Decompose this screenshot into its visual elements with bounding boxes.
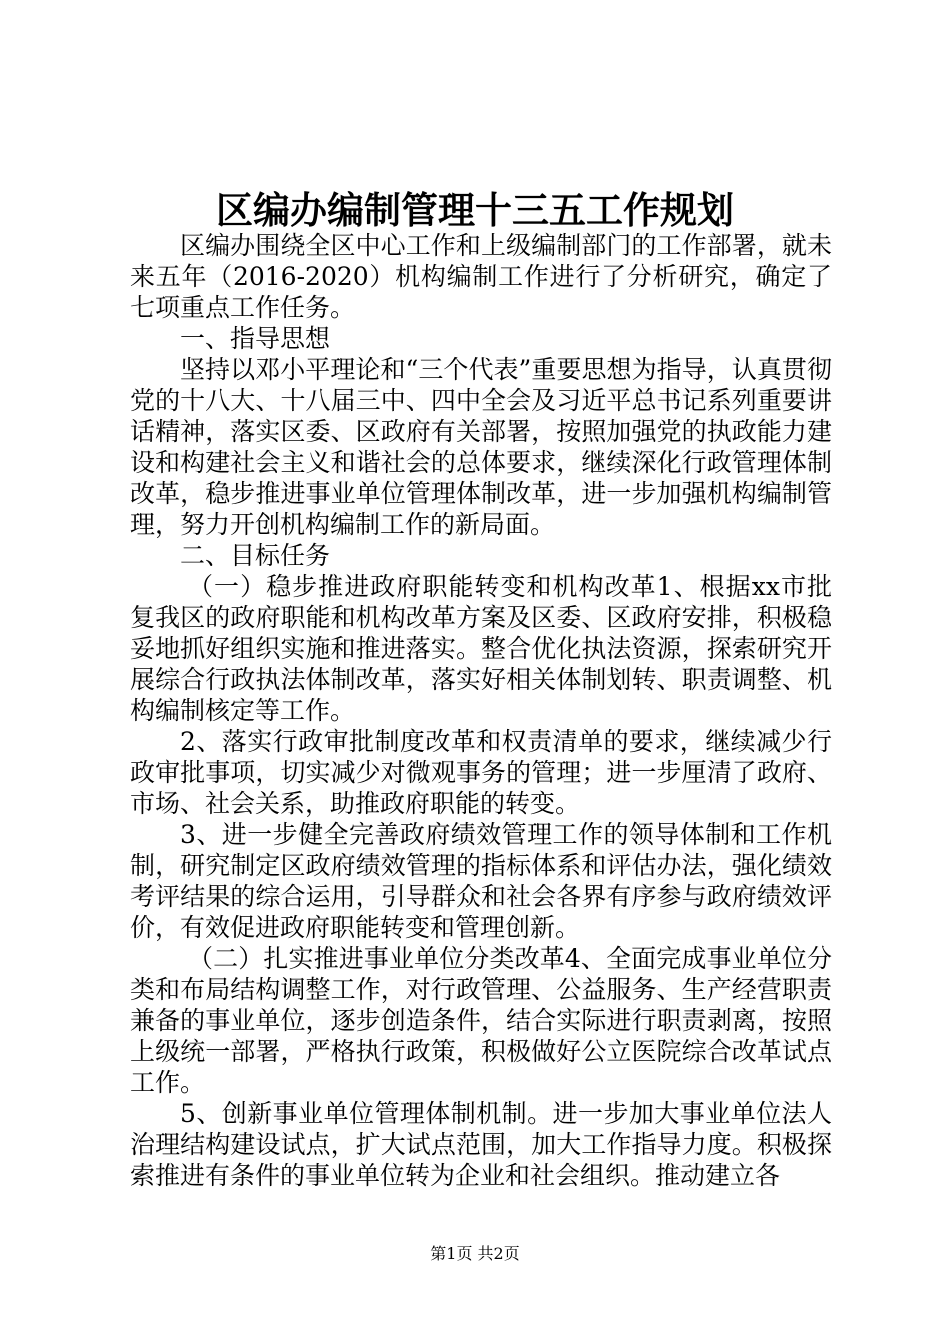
document-title: 区编办编制管理十三五工作规划	[216, 188, 734, 232]
paragraph-task-4: （二）扎实推进事业单位分类改革4、全面完成事业单位分类和布局结构调整工作，对行政管理、公益服务、生产经营职责兼备的事业单位，逐步创造条件，结合实际进行职责剥离，按照上级统一部署，严格执行政策，积极做好公立医院综合改革试点工作。	[130, 944, 832, 1097]
paragraph-intro: 区编办围绕全区中心工作和上级编制部门的工作部署，就未来五年（2016-2020）机构编制工作进行了分析研究，确定了七项重点工作任务。	[130, 231, 832, 322]
page-number-footer: 第1页 共2页	[430, 1244, 520, 1263]
paragraph-task-5: 5、创新事业单位管理体制机制。进一步加大事业单位法人治理结构建设试点，扩大试点范围，加大工作指导力度。积极探索推进有条件的事业单位转为企业和社会组织。推动建立各	[130, 1099, 832, 1190]
paragraph-guiding-ideology: 坚持以邓小平理论和“三个代表”重要思想为指导，认真贯彻党的十八大、十八届三中、四中全会及习近平总书记系列重要讲话精神，落实区委、区政府有关部署，按照加强党的执政能力建设和构建社会主义和谐社会的总体要求，继续深化行政管理体制改革，稳步推进事业单位管理体制改革，进一步加强机构编制管理，努力开创机构编制工作的新局面。	[130, 355, 832, 539]
paragraph-task-1: （一）稳步推进政府职能转变和机构改革1、根据xx市批复我区的政府职能和机构改革方案及区委、区政府安排，积极稳妥地抓好组织实施和推进落实。整合优化执法资源，探索研究开展综合行政执法体制改革，落实好相关体制划转、职责调整、机构编制核定等工作。	[130, 572, 832, 725]
paragraph-task-3: 3、进一步健全完善政府绩效管理工作的领导体制和工作机制，研究制定区政府绩效管理的指标体系和评估办法，强化绩效考评结果的综合运用，引导群众和社会各界有序参与政府绩效评价，有效促进政府职能转变和管理创新。	[130, 820, 832, 942]
document-body	[130, 230, 832, 1191]
section-heading-guiding-ideology: 一、指导思想	[180, 324, 331, 353]
paragraph-task-2: 2、落实行政审批制度改革和权责清单的要求，继续减少行政审批事项，切实减少对微观事务的管理；进一步厘清了政府、市场、社会关系，助推政府职能的转变。	[130, 727, 832, 818]
section-heading-goals-tasks: 二、目标任务	[180, 541, 331, 570]
